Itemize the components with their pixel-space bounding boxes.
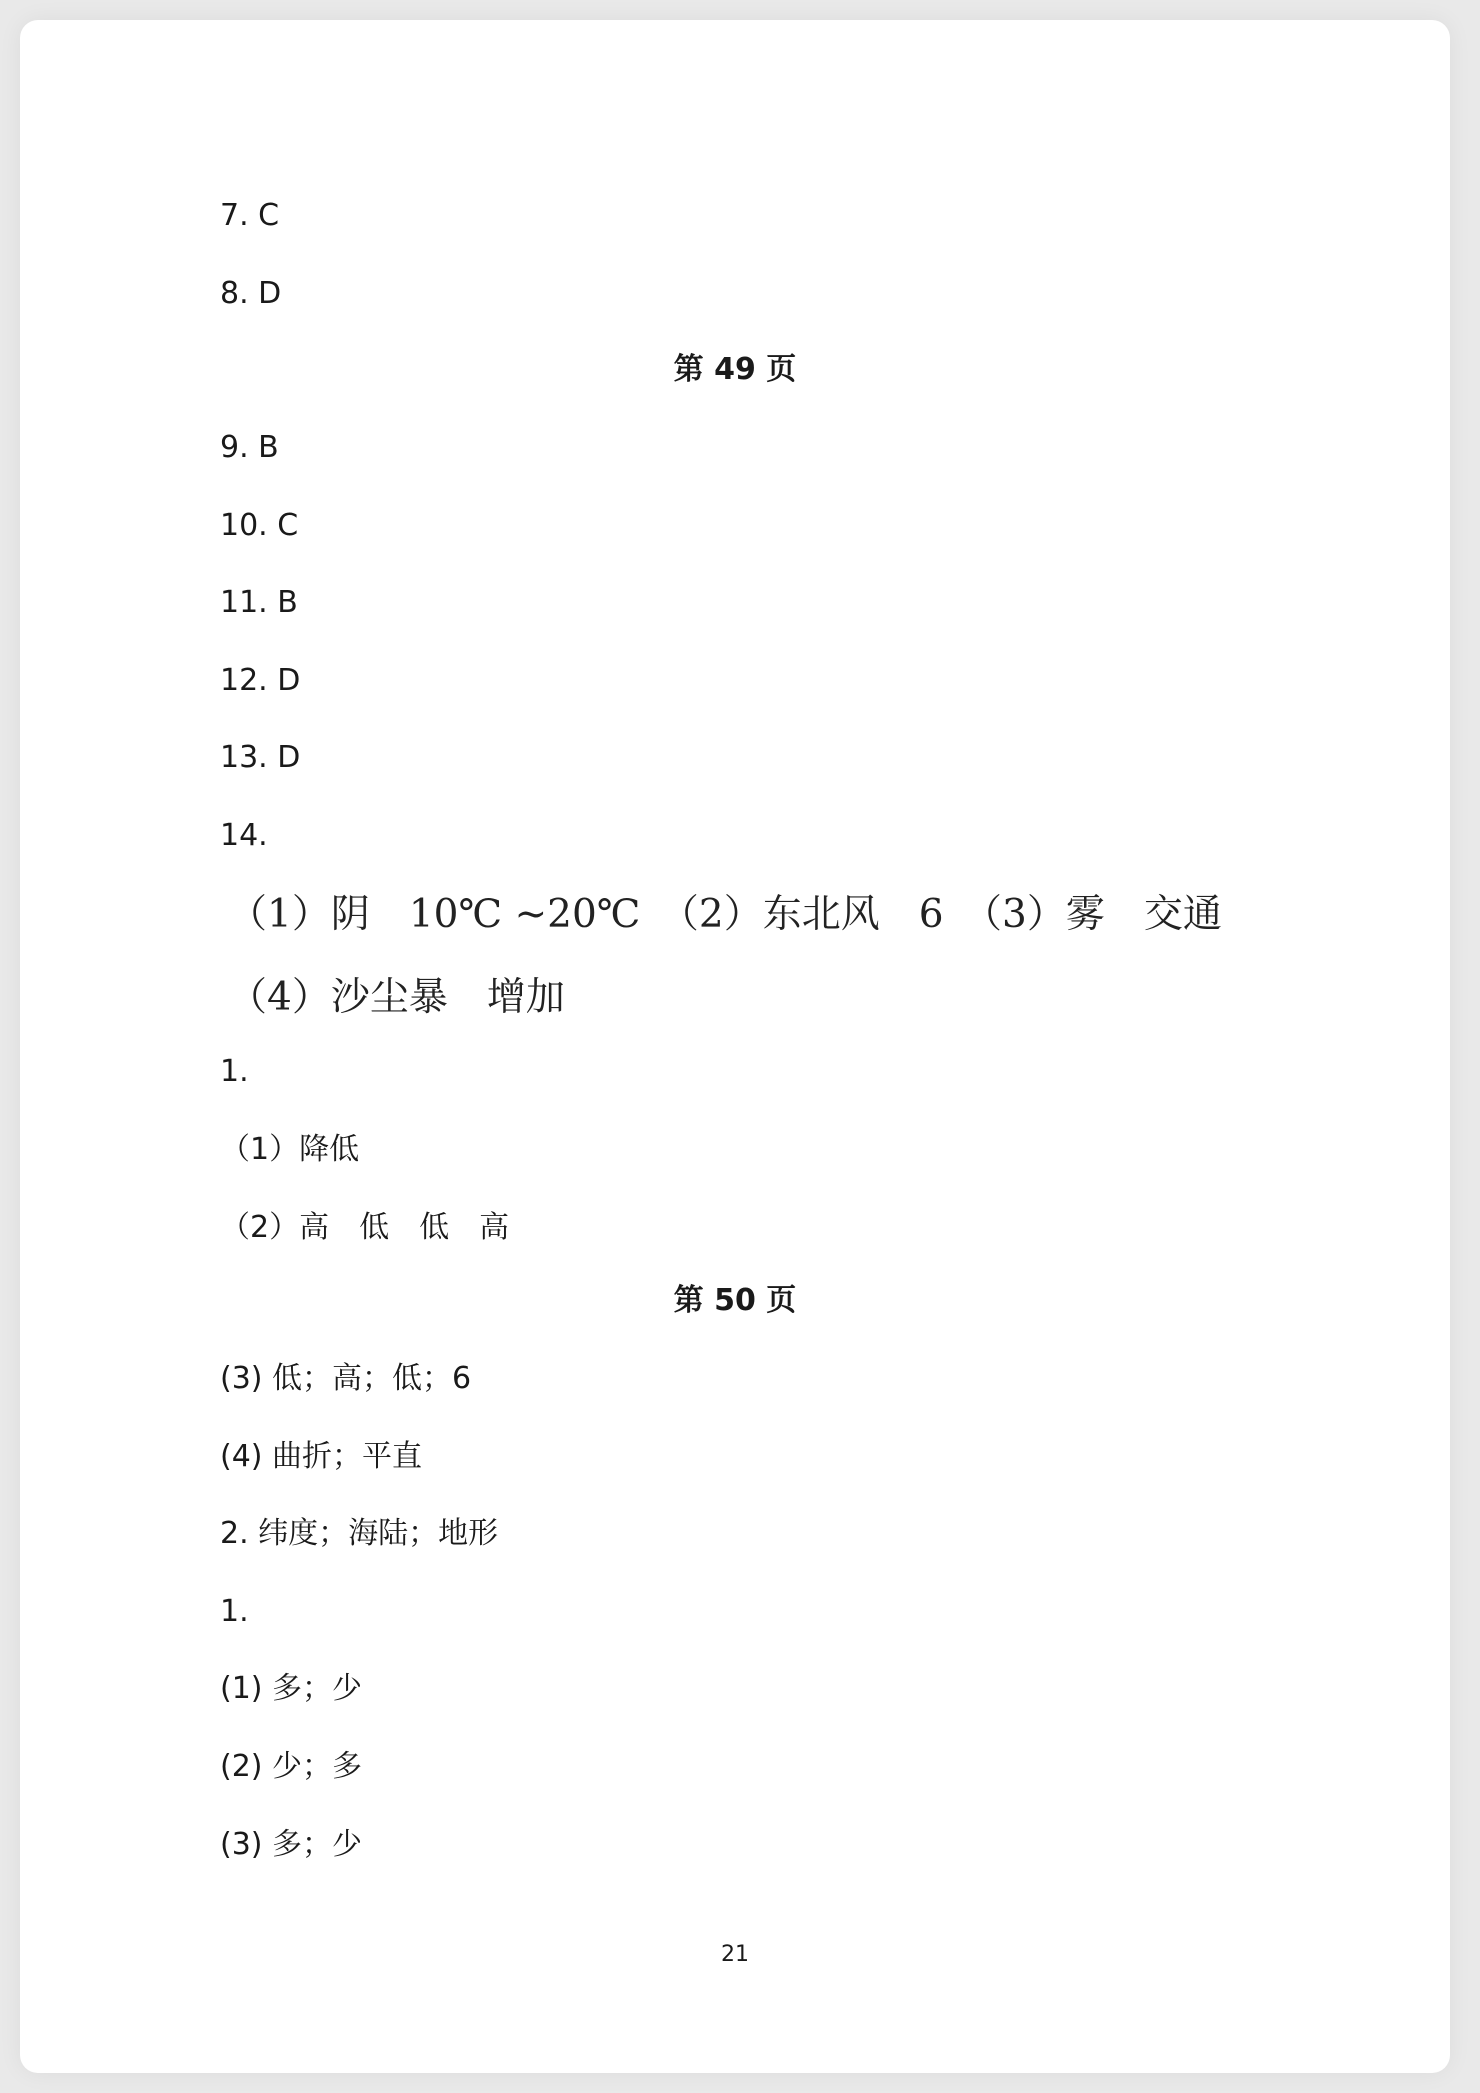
page-number: 21 — [721, 1942, 749, 1967]
answer-line: (3) 低；高；低；6 — [220, 1361, 472, 1396]
answer-line: 8. D — [220, 276, 282, 311]
answer-line: (4) 曲折；平直 — [220, 1439, 423, 1474]
page-heading-49: 第 49 页 — [673, 352, 797, 387]
answer-line: 13. D — [220, 740, 301, 775]
answer-line: （2）高 低 低 高 — [220, 1210, 510, 1245]
answer-line: (2) 少；多 — [220, 1749, 363, 1784]
page-heading-50: 第 50 页 — [673, 1283, 797, 1318]
answer-line: 10. C — [220, 508, 299, 543]
answer-line: 12. D — [220, 663, 301, 698]
answer-line: 14. — [220, 818, 268, 853]
answer-line: 9. B — [220, 430, 279, 465]
answer-line: 1. — [220, 1594, 249, 1629]
answer-line: 11. B — [220, 585, 298, 620]
answer-line: （1）降低 — [220, 1132, 360, 1167]
answer-line: (3) 多；少 — [220, 1827, 363, 1862]
answer-line: 2. 纬度；海陆；地形 — [220, 1516, 499, 1551]
q14-answer-line-2: （4）沙尘暴 增加 — [228, 975, 565, 1020]
answer-line: 1. — [220, 1054, 249, 1089]
answer-line: (1) 多；少 — [220, 1671, 363, 1706]
answer-line: 7. C — [220, 198, 280, 233]
q14-answer-line-1: （1）阴 10℃ ~20℃ （2）东北风 6 （3）雾 交通 — [228, 892, 1222, 937]
document-page — [20, 20, 1450, 2073]
